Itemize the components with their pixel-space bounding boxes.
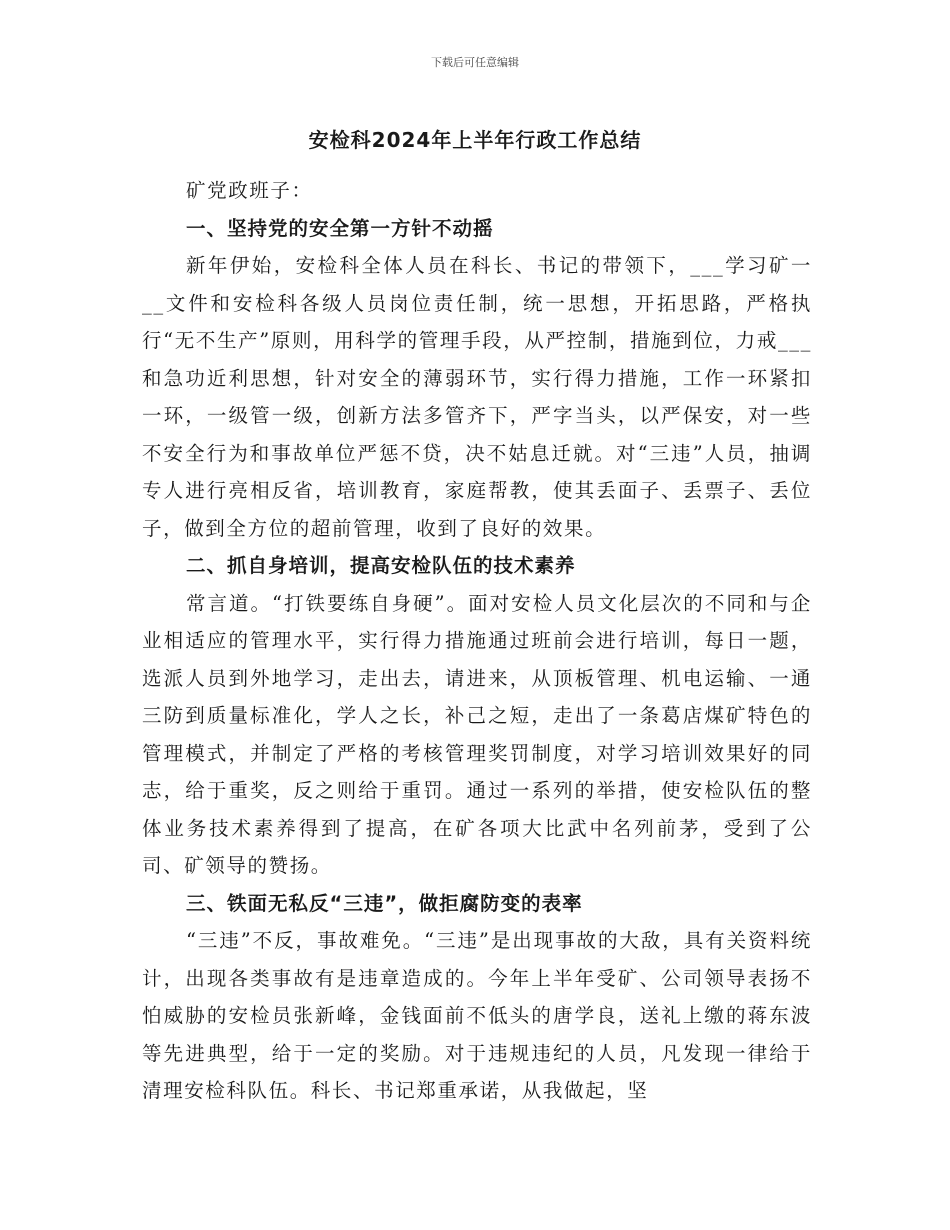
section-heading-2: 二、抓自身培训，提高安检队伍的技术素养 xyxy=(186,554,576,577)
section-paragraph-1: 新年伊始，安检科全体人员在科长、书记的带领下，___学习矿一__文件和安检科各级人员岗位责任制，统一思想，开拓思路，严格执行“无不生产”原则，用科学的管理手段，从严控制，措施到位，力戒___和急功近利思想，针对安全的薄弱环节，实行得力措施，工作一环紧扣一环，一级管一级，创新方法多管齐下，严字当头，以严保安，对一些不安全行为和事故单位严惩不贷，决不姑息迁就。对“三违”人员，抽调专人进行亮相反省，培训教育，家庭帮教，使其丢面子、丢票子、丢位子，做到全方位的超前管理，收到了良好的效果。 xyxy=(142,254,812,540)
document-body xyxy=(142,172,812,1110)
section-paragraph-2: 常言道。“打铁要练自身硬”。面对安检人员文化层次的不同和与企业相适应的管理水平，实行得力措施通过班前会进行培训，每日一题，选派人员到外地学习，走出去，请进来，从顶板管理、机电运输、一通三防到质量标准化，学人之长，补己之短，走出了一条葛店煤矿特色的管理模式，并制定了严格的考核管理奖罚制度，对学习培训效果好的同志，给于重奖，反之则给于重罚。通过一系列的举措，使安检队伍的整体业务技术素养得到了提高，在矿各项大比武中名列前茅，受到了公司、矿领导的赞扬。 xyxy=(142,591,812,877)
salutation: 矿党政班子： xyxy=(186,179,313,202)
section-heading-3: 三、铁面无私反“三违”，做拒腐防变的表率 xyxy=(186,891,583,915)
section-heading-1: 一、坚持党的安全第一方针不动摇 xyxy=(186,216,494,240)
section-paragraph-3: “三违”不反，事故难免。“三违”是出现事故的大敌，具有关资料统计，出现各类事故有是违章造成的。今年上半年受矿、公司领导表扬不怕威胁的安检员张新峰，金钱面前不低头的唐学良，送礼上缴的蒋东波等先进典型，给于一定的奖励。对于违规违纪的人员，凡发现一律给于清理安检科队伍。科长、书记郑重承诺，从我做起，坚 xyxy=(142,929,812,1102)
header-note: 下载后可任意编辑 xyxy=(431,56,519,69)
document-title: 安检科2024年上半年行政工作总结 xyxy=(308,128,642,152)
